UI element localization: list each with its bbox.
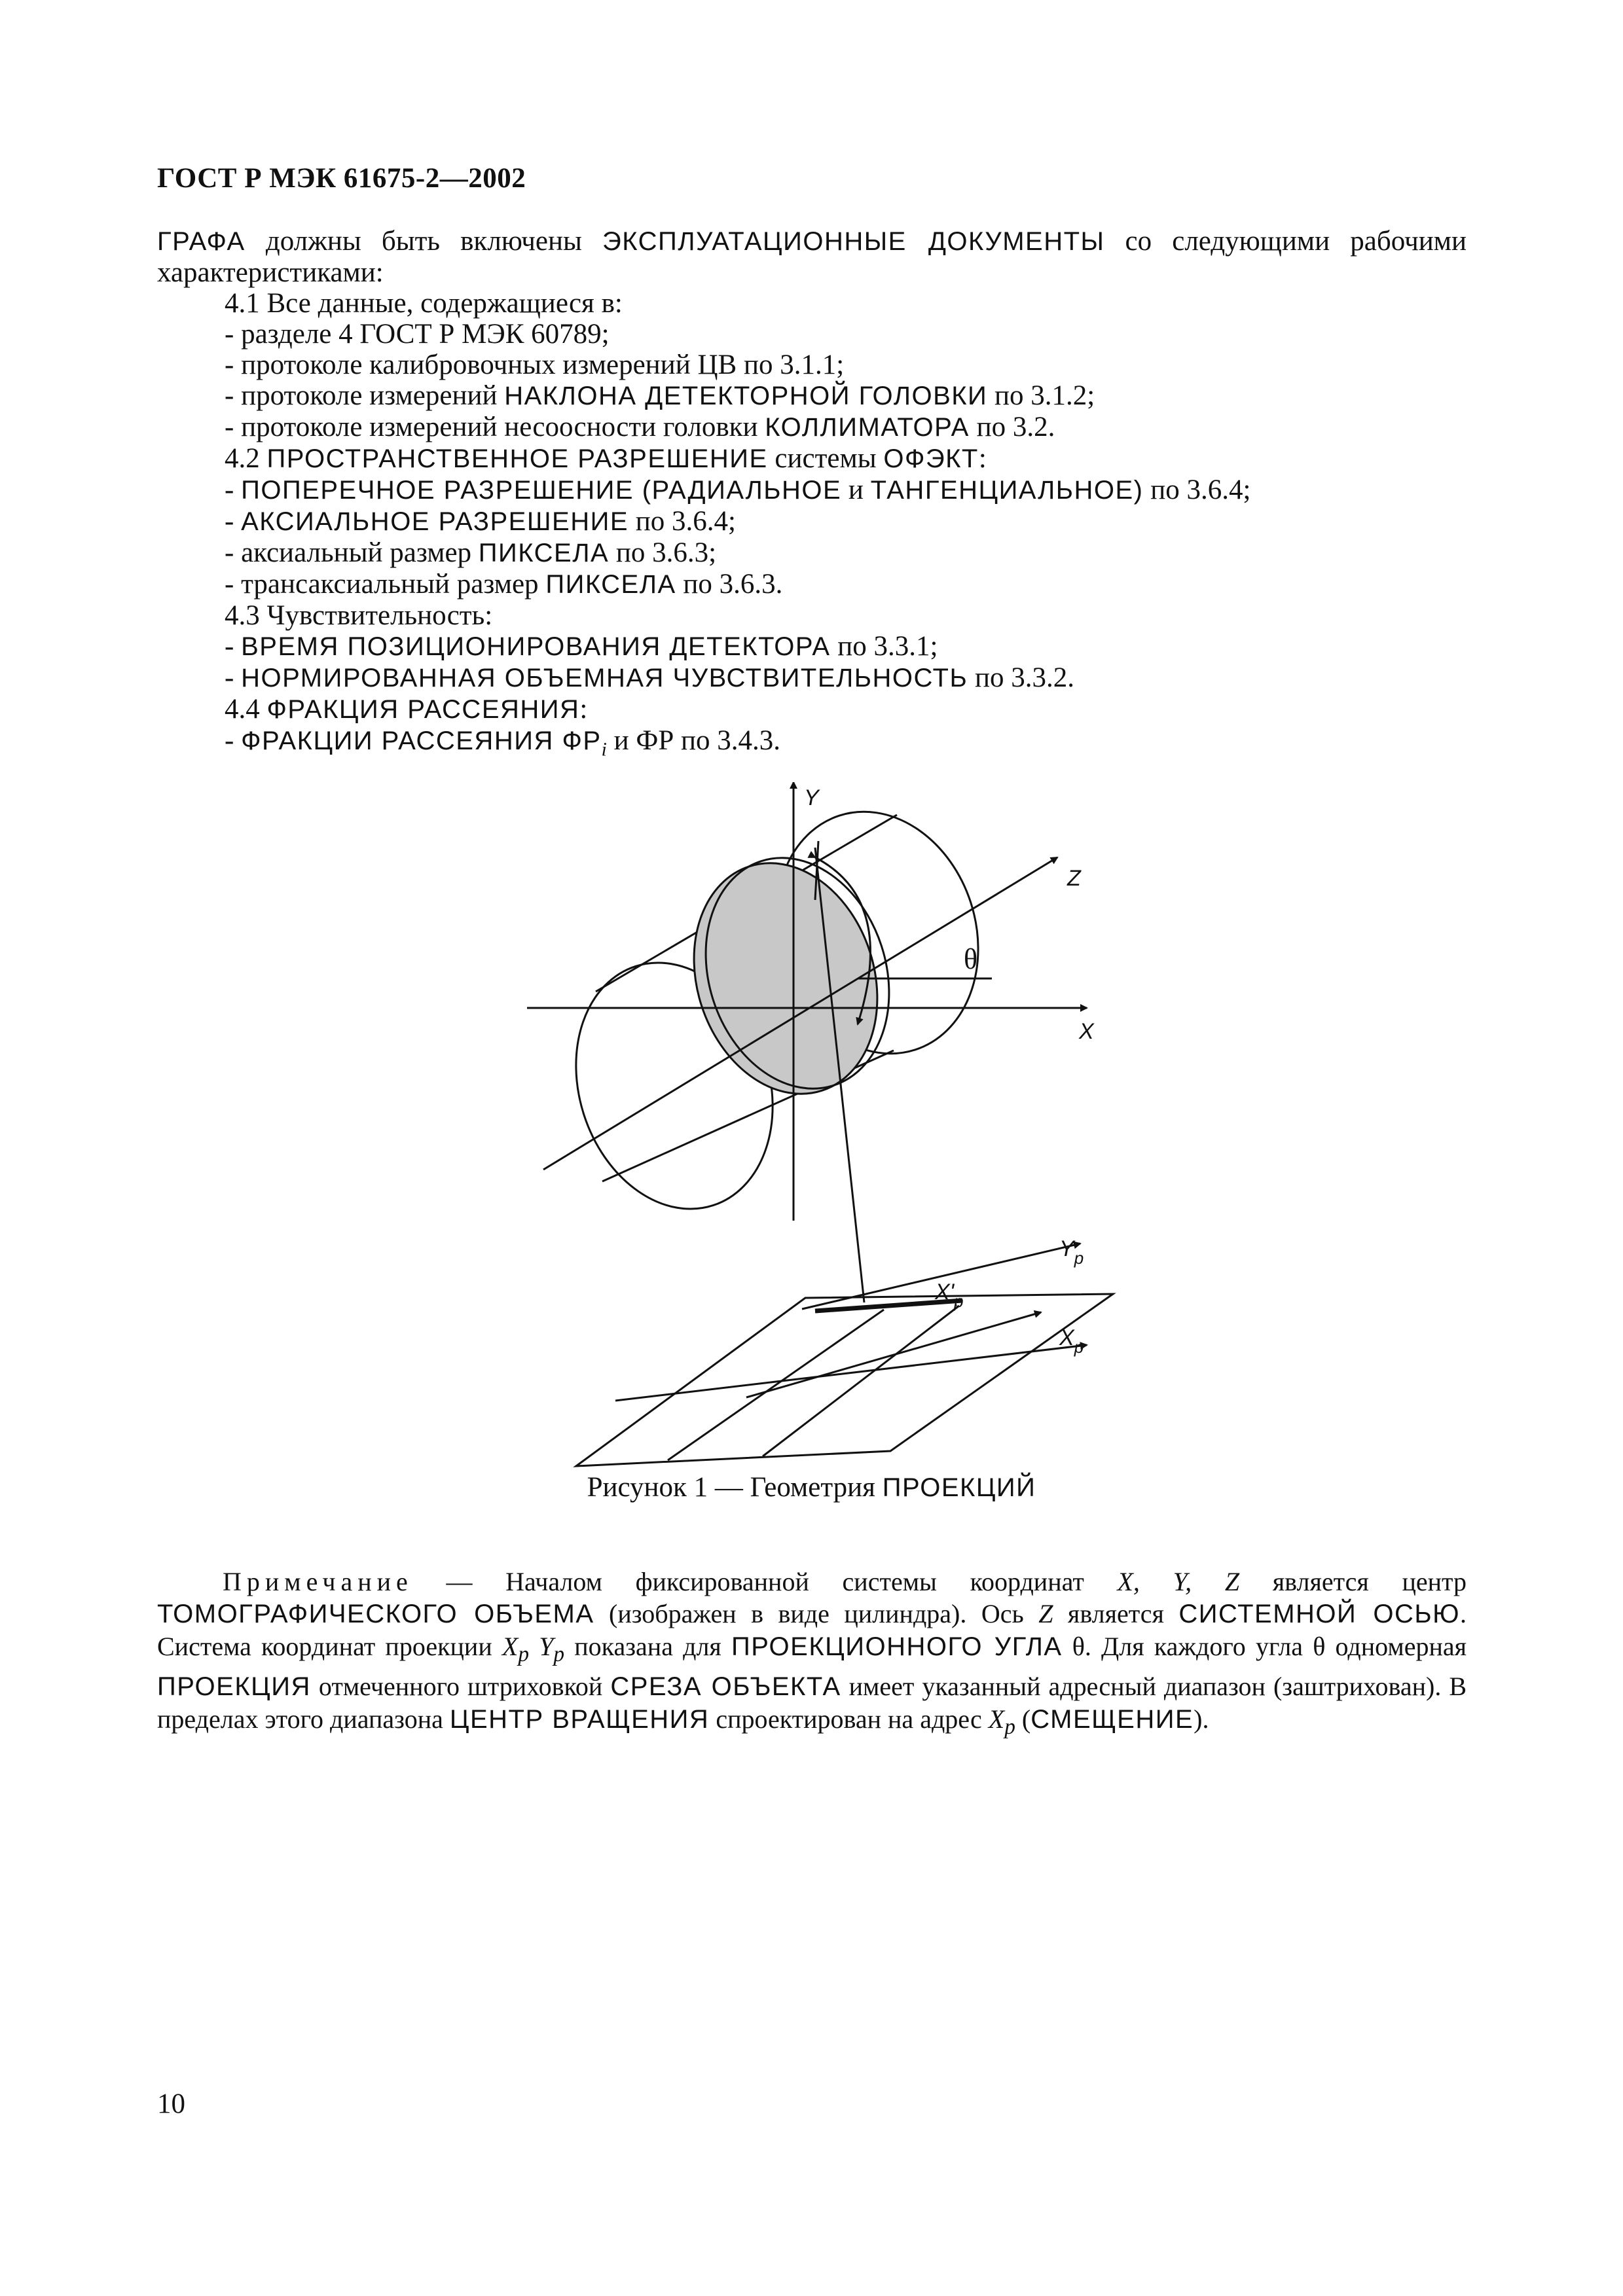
xp-prime-label: $X'_p$ — [935, 1280, 964, 1311]
xp-label: $X_p$ — [1059, 1325, 1084, 1357]
section-4-2-title: 4.2 ПРОСТРАНСТВЕННОЕ РАЗРЕШЕНИЕ системы ОФЭКТ: — [225, 443, 987, 474]
plane-inner-line — [668, 1310, 884, 1460]
x-axis-label: X — [1079, 1019, 1094, 1044]
list-item: - протоколе калибровочных измерений ЦВ по 3.1.1; — [225, 350, 845, 380]
theta-label: θ — [964, 943, 978, 975]
section-4-1-title: 4.1 Все данные, содержащиеся в: — [225, 288, 623, 319]
figure-caption: Рисунок 1 — Геометрия ПРОЕКЦИЙ — [587, 1472, 1036, 1503]
list-item: - ВРЕМЯ ПОЗИЦИОНИРОВАНИЯ ДЕТЕКТОРА по 3.3.1; — [225, 631, 938, 662]
list-item: - ФРАКЦИИ РАССЕЯНИЯ $ФР_i$ и ФР по 3.4.3. — [225, 725, 781, 761]
list-item: - протоколе измерений НАКЛОНА ДЕТЕКТОРНОЙ ГОЛОВКИ по 3.1.2; — [225, 380, 1095, 411]
section-4-4-title: 4.4 ФРАКЦИЯ РАССЕЯНИЯ: — [225, 694, 588, 725]
yp-label: $Y_p$ — [1059, 1236, 1084, 1268]
y-axis-label: Y — [804, 785, 819, 810]
list-item: - аксиальный размер ПИКСЕЛА по 3.6.3; — [225, 537, 717, 568]
document-body — [157, 226, 1467, 765]
plane-inner-line — [763, 1306, 959, 1456]
list-item: - АКСИАЛЬНОЕ РАЗРЕШЕНИЕ по 3.6.4; — [225, 506, 736, 537]
note-paragraph: Примечание — Началом фиксированной системы координат X, Y, Z является центр ТОМОГРАФИЧЕСКОГО ОБЪЕМА (изображен в виде цилиндра). Ось Z является СИСТЕМНОЙ ОСЬЮ. Система координат проекции $X_p$ $Y_p$ показана для ПРОЕКЦИОННОГО УГЛА θ. Для каждого угла θ одномерная ПРОЕКЦИЯ отмеченного штриховкой СРЕЗА ОБЪЕКТА имеет указанный адресный диапазон (заштрихован). В пределах этого диапазона ЦЕНТР ВРАЩЕНИЯ спроектирован на адрес $X_p$ (СМЕЩЕНИЕ). — [157, 1567, 1467, 1739]
list-item: - трансаксиальный размер ПИКСЕЛА по 3.6.3. — [225, 569, 783, 600]
document-header: ГОСТ Р МЭК 61675-2—2002 — [157, 163, 526, 194]
list-item: - ПОПЕРЕЧНОЕ РАЗРЕШЕНИЕ (РАДИАЛЬНОЕ и ТАНГЕНЦИАЛЬНОЕ) по 3.6.4; — [225, 475, 1251, 505]
intro-paragraph: ГРАФА должны быть включены ЭКСПЛУАТАЦИОННЫЕ ДОКУМЕНТЫ со следующими рабочими характеристиками: — [157, 226, 1467, 288]
section-4-3-title: 4.3 Чувствительность: — [225, 600, 493, 631]
note-label: Примечание — [223, 1567, 413, 1596]
projection-geometry-figure — [511, 782, 1133, 1476]
list-item: - НОРМИРОВАННАЯ ОБЪЕМНАЯ ЧУВСТВИТЕЛЬНОСТЬ по 3.3.2. — [225, 662, 1075, 693]
z-axis-label: Z — [1067, 866, 1081, 891]
list-item: - разделе 4 ГОСТ Р МЭК 60789; — [225, 319, 610, 350]
list-item: - протоколе измерений несоосности головки КОЛЛИМАТОРА по 3.2. — [225, 412, 1055, 442]
projection-geometry-diagram — [511, 782, 1133, 1476]
xp-axis — [615, 1345, 1087, 1401]
projection-plane — [576, 1294, 1113, 1466]
page-number: 10 — [157, 2089, 185, 2119]
